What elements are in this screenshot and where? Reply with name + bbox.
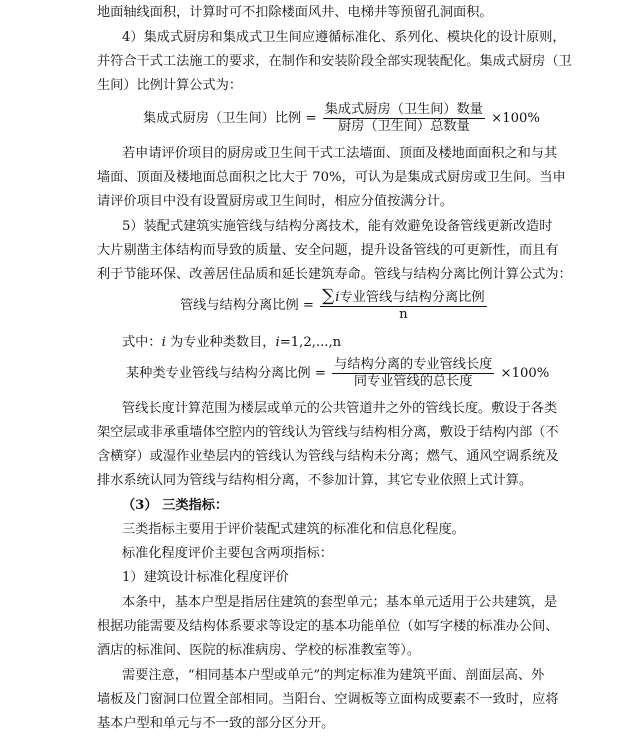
text-line: 墙板及门窗洞口位置全部相同。当阳台、空调板等立面构成要素不一致时，应将 bbox=[97, 692, 559, 707]
formula-numerator bbox=[320, 288, 486, 307]
text-line: 架空层或非承重墙体空腔内的管线认为管线与结构相分离，敷设于结构内部（不 bbox=[97, 425, 559, 440]
formula-denominator: 厨房（卫生间）总数量 bbox=[337, 119, 470, 134]
formula-kitchen-ratio bbox=[143, 102, 540, 135]
text-line: 5）装配式建筑实施管线与结构分离技术，能有效避免设备管线更新改造时 bbox=[122, 219, 553, 234]
text-line: 生间）比例计算公式为： bbox=[97, 78, 243, 93]
text-span: 式中： bbox=[122, 335, 162, 350]
text-line: 酒店的标准间、医院的标准病房、学校的标准教室等）。 bbox=[97, 643, 421, 658]
formula-fraction bbox=[332, 357, 494, 390]
index-variable: i bbox=[275, 335, 280, 350]
text-line: 排水系统认同为管线与结构相分离，不参加计算，其它专业依照上式计算。 bbox=[97, 473, 533, 488]
text-line: 需要注意，“相同基本户型或单元”的判定标准为建筑平面、剖面层高、外 bbox=[122, 668, 545, 683]
numerator-text: 专业管线与结构分离比例 bbox=[339, 290, 485, 305]
formula-category-ratio bbox=[126, 357, 549, 390]
formula-lhs: 管线与结构分离比例 = bbox=[180, 298, 314, 313]
text-line: 若申请评价项目的厨房或卫生间干式工法墙面、顶面及楼地面面积之和与其 bbox=[122, 146, 558, 161]
text-line: 请评价项目中没有设置厨房或卫生间时，相应分值按满分计。 bbox=[97, 194, 454, 209]
text-line: 墙面、顶面及楼地面总面积之比大于 70%，可认为是集成式厨房或卫生间。当申 bbox=[97, 170, 566, 185]
formula-lhs: 集成式厨房（卫生间）比例 = bbox=[143, 111, 317, 126]
text-line: 管线长度计算范围为楼层或单元的公共管道井之外的管线长度。敷设于各类 bbox=[122, 401, 558, 416]
text-line: 1）建筑设计标准化程度评价 bbox=[122, 570, 289, 585]
text-line: 4）集成式厨房和集成式卫生间应遵循标准化、系列化、模块化的设计原则， bbox=[122, 30, 566, 45]
text-line: 基本户型和单元与不一致的部分区分开。 bbox=[97, 716, 335, 731]
formula-fraction bbox=[323, 102, 485, 135]
text-line: 利于节能环保、改善居住品质和延长建筑寿命。管线与结构分离比例计算公式为： bbox=[97, 267, 572, 282]
sum-symbol: ∑ bbox=[322, 286, 335, 306]
text-line: 标准化程度评价主要包含两项指标： bbox=[122, 546, 333, 561]
text-line: 含横穿）或湿作业垫层内的管线认为管线与结构未分离；燃气、通风空调系统及 bbox=[97, 449, 559, 464]
text-line-variable-def bbox=[122, 334, 341, 352]
text-line: 并符合干式工法施工的要求，在制作和安装阶段全部实现装配化。集成式厨房（卫 bbox=[97, 54, 572, 69]
index-variable: i bbox=[161, 335, 166, 350]
formula-tail: ×100% bbox=[500, 366, 550, 381]
text-line: 地面轴线面积，计算时可不扣除楼面风井、电梯井等预留孔洞面积。 bbox=[97, 5, 493, 20]
formula-denominator: n bbox=[399, 307, 408, 322]
text-line: 根据功能需要及结构体系要求等设定的基本功能单位（如写字楼的标准办公间、 bbox=[97, 619, 559, 634]
formula-numerator: 与结构分离的专业管线长度 bbox=[334, 357, 493, 372]
text-span: =1,2,...,n bbox=[279, 335, 342, 350]
text-line: 大片剔凿主体结构而导致的质量、安全问题，提升设备管线的可更新性，而且有 bbox=[97, 243, 559, 258]
formula-denominator: 同专业管线的总长度 bbox=[353, 374, 473, 389]
formula-lhs: 某种类专业管线与结构分离比例 = bbox=[126, 366, 326, 381]
text-line: 三类指标主要用于评价装配式建筑的标准化和信息化程度。 bbox=[122, 522, 465, 537]
index-variable: i bbox=[335, 290, 340, 305]
formula-pipeline-ratio bbox=[180, 288, 489, 323]
text-line: 本条中，基本户型是指居住建筑的套型单元；基本单元适用于公共建筑，是 bbox=[122, 595, 558, 610]
formula-tail: ×100% bbox=[491, 111, 540, 126]
text-span: 为专业种类数目， bbox=[165, 335, 276, 350]
formula-fraction bbox=[320, 288, 486, 323]
formula-numerator: 集成式厨房（卫生间）数量 bbox=[324, 102, 483, 117]
section-heading: （3） 三类指标： bbox=[122, 498, 229, 513]
